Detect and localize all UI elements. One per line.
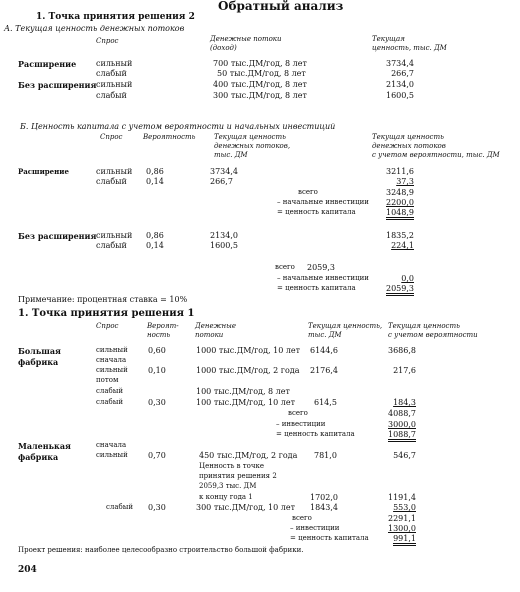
initial-investment-value [356, 199, 414, 207]
capital-value [368, 431, 416, 439]
cash-flow-cell: 300 тыс.ДМ/год, 8 лет [213, 91, 307, 100]
option-label-no-expansion: Без расширения [18, 80, 97, 90]
column-header-current-value-2: денежных потоков, [214, 142, 291, 150]
decision-2-note: к концу года 1 [199, 493, 253, 501]
current-value-cell: 3734,4 [386, 59, 414, 68]
cash-flow-cell: 50 тыс.ДМ/год, 8 лет [217, 69, 306, 78]
capital-value [356, 209, 414, 217]
subsection-a-heading: А. Текущая ценность денежных потоков [4, 24, 185, 33]
option-label-no-expansion: Без расширения [18, 231, 97, 241]
option-label-big-factory: Большая [18, 346, 61, 356]
section-heading-decision-1: 1. Точка принятия решения 1 [18, 308, 195, 319]
initial-investment-value [356, 275, 414, 283]
capital-value-double-underlined: 2059,3 [386, 284, 414, 296]
demand-cell: слабый [96, 91, 127, 100]
column-header-flows: Денежные потоки [210, 35, 282, 43]
prob-value-cell: 1835,2 [386, 231, 414, 240]
demand-cell: слабый [96, 241, 127, 250]
section-heading-decision-2: 1. Точка принятия решения 2 [36, 12, 195, 22]
capital-value [356, 285, 414, 293]
total-label: всего [275, 263, 295, 271]
prob-value-cell [368, 399, 416, 407]
column-header-current-value-unit: ценность, тыс. ДМ [372, 44, 447, 52]
capital-value-label: = ценность капитала [277, 284, 356, 292]
investment-value [368, 421, 416, 429]
option-label-expansion: Расширение [18, 167, 69, 176]
decision-2-note: принятия решения 2 [199, 472, 277, 480]
cash-flow-cell: 100 тыс.ДМ/год, 8 лет [196, 387, 290, 396]
total-value: 2291,1 [388, 514, 416, 523]
current-value-cell: 266,7 [391, 69, 414, 78]
demand-cell: слабый [96, 69, 127, 78]
demand-cell: слабый [96, 398, 123, 406]
column-header-demand: Спрос [96, 37, 119, 45]
cash-flow-cell: 400 тыс.ДМ/год, 8 лет [213, 80, 307, 89]
interest-rate-note: Примечание: процентная ставка = 10% [18, 295, 188, 304]
capital-value [368, 535, 416, 543]
investment-value [368, 525, 416, 533]
initial-investment-label: – начальные инвестиции [277, 198, 369, 206]
cash-flow-cell: 700 тыс.ДМ/год, 8 лет [213, 59, 307, 68]
capital-value-double-underlined: 1048,9 [386, 208, 414, 220]
option-label-expansion: Расширение [18, 59, 77, 69]
investment-label: – инвестиции [290, 524, 340, 532]
investment-underlined: 3000,0 [388, 420, 416, 429]
probability-cell: 0,30 [148, 398, 166, 407]
current-value-cell: 6144,6 [310, 346, 338, 355]
current-value-cell: 1702,0 [310, 493, 338, 502]
column-header-current-value-2: тыс. ДМ [308, 331, 342, 339]
column-header-current-value: Текущая [372, 35, 405, 43]
prob-value-cell: 546,7 [393, 451, 416, 460]
demand-cell: сильный [96, 346, 128, 354]
investment-label: – инвестиции [276, 420, 326, 428]
probability-cell: 0,60 [148, 346, 166, 355]
subsection-b-heading: Б. Ценность капитала с учетом вероятности и начальных инвестиций [20, 122, 336, 131]
demand-cell: сначала [96, 356, 127, 364]
demand-cell: потом [96, 376, 119, 384]
prob-value-underlined: 224,1 [391, 241, 414, 250]
column-header-current-value: Текущая ценность [214, 133, 286, 141]
conclusion-text: Проект решения: наиболее целесообразно строительство большой фабрики. [18, 546, 304, 554]
current-value-cell: 614,5 [314, 398, 337, 407]
current-value-cell: 2134,0 [386, 80, 414, 89]
column-header-probability: Вероятность [143, 133, 196, 141]
total-label: всего [288, 409, 308, 417]
column-header-demand: Спрос [100, 133, 123, 141]
demand-cell: слабый [96, 387, 123, 395]
current-value-cell: 2176,4 [310, 366, 338, 375]
capital-value-label: = ценность капитала [290, 534, 369, 542]
prob-value-cell: 3211,6 [386, 167, 414, 176]
probability-cell: 0,10 [148, 366, 166, 375]
cash-flow-cell: 300 тыс.ДМ/год, 10 лет [196, 503, 296, 512]
cash-flow-cell: 100 тыс.ДМ/год, 10 лет [196, 398, 296, 407]
prob-value-underlined: 553,0 [393, 503, 416, 512]
cash-flow-cell: 450 тыс.ДМ/год, 2 года [199, 451, 298, 460]
total-value: 2059,3 [307, 263, 335, 272]
demand-cell: сильный [96, 80, 133, 89]
demand-cell: слабый [96, 177, 127, 186]
demand-cell: сильный [96, 451, 128, 459]
probability-cell: 0,70 [148, 451, 166, 460]
page-number: 204 [18, 565, 37, 575]
probability-cell: 0,86 [146, 231, 164, 240]
investment-underlined: 1300,0 [388, 524, 416, 533]
column-header-current-value-3: тыс. ДМ [214, 151, 248, 159]
column-header-probability-2: ность [147, 331, 171, 339]
prob-value-cell [356, 178, 414, 186]
demand-cell: сильный [96, 366, 128, 374]
current-value-cell: 266,7 [210, 177, 233, 186]
column-header-flows-2: потоки [195, 331, 224, 339]
column-header-prob-value-2: денежных потоков [372, 142, 446, 150]
cash-flow-cell: 1000 тыс.ДМ/год, 2 года [196, 366, 300, 375]
total-value: 3248,9 [386, 188, 414, 197]
decision-2-note: Ценность в точке [199, 462, 265, 470]
column-header-current-value: Текущая ценность, [308, 322, 383, 330]
total-value: 4088,7 [388, 409, 416, 418]
column-header-prob-value-3: с учетом вероятности, тыс. ДМ [372, 151, 500, 159]
column-header-prob-value: Текущая ценность [388, 322, 460, 330]
probability-cell: 0,86 [146, 167, 164, 176]
prob-value-cell [368, 504, 416, 512]
demand-cell: сначала [96, 441, 127, 449]
initial-investment-label: – начальные инвестиции [277, 274, 369, 282]
prob-value-underlined: 37,3 [396, 177, 414, 186]
current-value-cell: 2134,0 [210, 231, 238, 240]
column-header-prob-value: Текущая ценность [372, 133, 444, 141]
prob-value-underlined: 184,3 [393, 398, 416, 407]
demand-cell: сильный [96, 231, 133, 240]
capital-value-label: = ценность капитала [276, 430, 355, 438]
column-header-flows: Денежные [195, 322, 236, 330]
current-value-cell: 1843,4 [310, 503, 338, 512]
probability-cell: 0,14 [146, 241, 164, 250]
demand-cell: сильный [96, 59, 133, 68]
demand-cell: сильный [96, 167, 133, 176]
column-header-prob-value-2: с учетом вероятности [388, 331, 478, 339]
current-value-cell: 3734,4 [210, 167, 238, 176]
current-value-cell: 1600,5 [210, 241, 238, 250]
probability-cell: 0,14 [146, 177, 164, 186]
column-header-flows-income: (доход) [210, 44, 237, 52]
probability-cell: 0,30 [148, 503, 166, 512]
prob-value-cell: 3686,8 [388, 346, 416, 355]
initial-investment-underlined: 2200,0 [386, 198, 414, 207]
prob-value-cell: 217,6 [393, 366, 416, 375]
prob-value-cell [356, 242, 414, 250]
capital-value-double-underlined: 991,1 [393, 534, 416, 546]
option-label-small-factory-2: фабрика [18, 452, 59, 462]
option-label-big-factory-2: фабрика [18, 357, 59, 367]
column-header-probability: Вероят- [147, 322, 179, 330]
total-label: всего [298, 188, 318, 196]
current-value-cell: 1600,5 [386, 91, 414, 100]
capital-value-label: = ценность капитала [277, 208, 356, 216]
initial-investment-underlined: 0,0 [401, 274, 414, 283]
current-value-cell: 781,0 [314, 451, 337, 460]
prob-value-sum: 1191,4 [388, 493, 416, 502]
cash-flow-cell: 1000 тыс.ДМ/год, 10 лет [196, 346, 301, 355]
decision-2-note: 2059,3 тыс. ДМ [199, 482, 257, 490]
demand-cell: слабый [106, 503, 133, 511]
total-label: всего [292, 514, 312, 522]
capital-value-double-underlined: 1088,7 [388, 430, 416, 442]
page-title: Обратный анализ [218, 0, 344, 13]
column-header-demand: Спрос [96, 322, 119, 330]
option-label-small-factory: Маленькая [18, 441, 71, 451]
